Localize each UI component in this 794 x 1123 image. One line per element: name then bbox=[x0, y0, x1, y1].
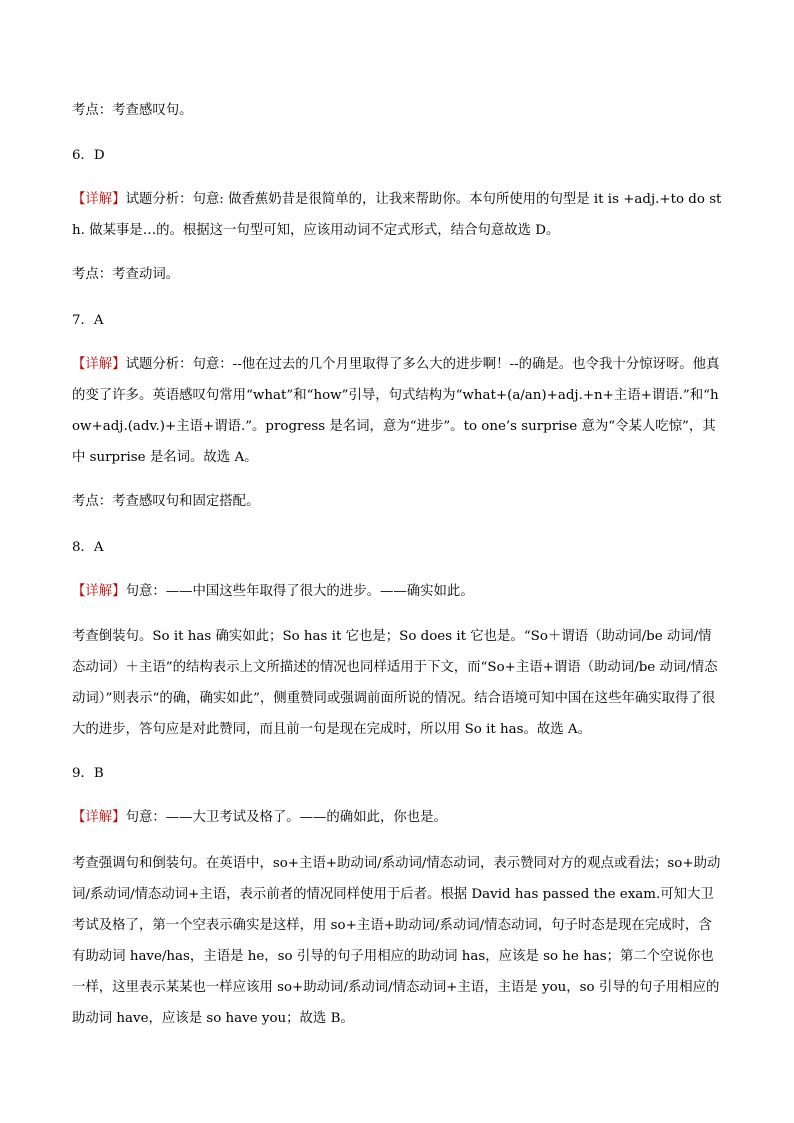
paragraph-text: 考点：考查感叹句。 bbox=[72, 103, 193, 118]
paragraph-text: 考点：考查感叹句和固定搭配。 bbox=[72, 494, 260, 509]
detail-paragraph-8 bbox=[72, 576, 724, 607]
paragraph-text: 句意：——大卫考试及格了。——的确如此，你也是。 bbox=[125, 810, 447, 825]
paragraph-text: 考点：考查动词。 bbox=[72, 267, 180, 282]
paragraph-text: 考查倒装句。So it has 确实如此；So has it 它也是；So does it 它也是。“So＋谓语（助动词/be 动词/情态动词）＋主语”的结构表示上文所描述的情况也同样适用于下文，而“So+主语+谓语（助动词/be 动词/情态动词）”则表示“的确，确实如此”，侧重赞同或强调前面所说的情况。结合语境可知中国在这些年确实取得了很大的进步，答句应是对此赞同，而且前一句是现在完成时，所以用 So it has。故选 A。 bbox=[72, 629, 718, 737]
kaodian-line-6 bbox=[72, 259, 724, 290]
paragraph-text: 9．B bbox=[72, 766, 104, 781]
paragraph-text: 试题分析：句意: 做香蕉奶昔是很简单的，让我来帮助你。本句所使用的句型是 it is +adj.+to do sth. 做某事是…的。根据这一句型可知，应该用动词不定式形式，结合句意故选 D。 bbox=[72, 192, 722, 238]
paragraph-text: 试题分析：句意：--他在过去的几个月里取得了多么大的进步啊！--的确是。也令我十分惊讶呀。他真的变了许多。英语感叹句常用“what”和“how”引导，句式结构为“what+(a/an)+adj.+n+主语+谓语.”和“how+adj.(adv.)+主语+谓语.”。progress 是名词，意为“进步”。to one’s surprise 意为“令某人吃惊”，其中 surprise 是名词。故选 A。 bbox=[72, 357, 720, 465]
detail-tag: 【详解】 bbox=[72, 584, 126, 599]
answer-number-8 bbox=[72, 532, 724, 563]
paragraph-text: 7．A bbox=[72, 313, 104, 328]
answer-number-6 bbox=[72, 140, 724, 171]
answer-number-9 bbox=[72, 758, 724, 789]
detail-tag: 【详解】 bbox=[72, 357, 126, 372]
paragraph-text: 考查强调句和倒装句。在英语中，so+主语+助动词/系动词/情态动词，表示赞同对方的观点或看法；so+助动词/系动词/情态动词+主语，表示前者的情况同样使用于后者。根据 David has passed the exam.可知大卫考试及格了，第一个空表示确实是这样，用 so+主语+助动词/系动词/情态动词，句子时态是现在完成时，含有助动词 have/has，主语是 he，so 引导的句子用相应的助动词 has，应该是 so he has；第二个空说你也一样，这里表示某某也一样应该用 so+助动词/系动词/情态动词+主语，主语是 you，so 引导的句子用相应的助动词 have，应该是 so have you；故选 B。 bbox=[72, 856, 721, 1026]
kaodian-line-7 bbox=[72, 486, 724, 517]
answer-number-7 bbox=[72, 305, 724, 336]
detail-paragraph-7 bbox=[72, 349, 724, 473]
detail-tag: 【详解】 bbox=[72, 810, 126, 825]
detail-paragraph-9 bbox=[72, 802, 724, 833]
explanation-paragraph-8 bbox=[72, 621, 724, 745]
detail-paragraph-6 bbox=[72, 184, 724, 246]
paragraph-text: 6．D bbox=[72, 148, 105, 163]
kaodian-line-5 bbox=[72, 95, 724, 126]
explanation-paragraph-9 bbox=[72, 848, 724, 1034]
detail-tag: 【详解】 bbox=[72, 192, 126, 207]
paragraph-text: 8．A bbox=[72, 540, 104, 555]
paragraph-text: 句意：——中国这些年取得了很大的进步。——确实如此。 bbox=[125, 584, 474, 599]
